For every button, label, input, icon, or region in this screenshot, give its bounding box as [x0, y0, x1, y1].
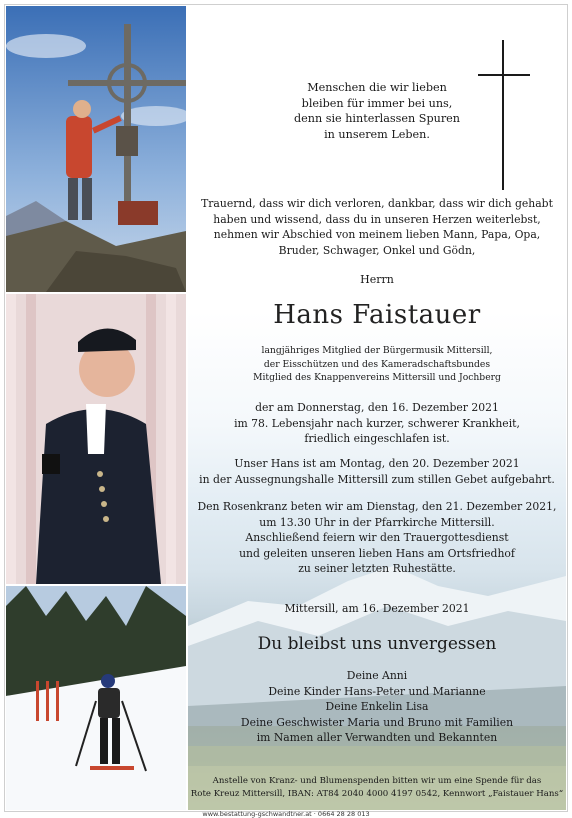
service-line: und geleiten unseren lieben Hans am Ortsfriedhof: [239, 546, 515, 560]
intro-line: nehmen wir Abschied von meinem lieben Mann, Papa, Opa,: [213, 228, 541, 241]
obituary-text-panel: [188, 6, 566, 810]
salutation: Herrn: [360, 273, 394, 286]
family-list: [188, 668, 566, 746]
poem-line: bleiben für immer bei uns,: [301, 96, 453, 110]
service-line: Anschließend feiern wir den Trauergottesdienst: [245, 531, 509, 544]
intro-line: haben und wissend, dass du in unseren Herzen weiterlebst,: [213, 212, 541, 226]
never-forgotten-heading: Du bleibst uns unvergessen: [257, 634, 497, 654]
family-line: Deine Kinder Hans-Peter und Marianne: [268, 684, 486, 698]
poem: [188, 80, 566, 142]
death-line: der am Donnerstag, den 16. Dezember 2021: [255, 401, 499, 414]
membership-line: langjähriges Mitglied der Bürgermusik Mittersill,: [261, 345, 493, 356]
donation-note: [188, 775, 566, 801]
portrait-photo: [6, 294, 186, 584]
death-notice: [188, 400, 566, 447]
footer-contact[interactable]: www.bestattung-gschwandtner.at · 0664 28 28 013: [202, 810, 370, 818]
poem-line: denn sie hinterlassen Spuren: [293, 112, 460, 125]
membership-line: der Eisschützen und des Kameradschaftsbundes: [263, 358, 491, 370]
viewing-line: in der Aussegnungshalle Mittersill zum stillen Gebet aufgebahrt.: [199, 472, 555, 486]
ski-photo: [6, 586, 186, 810]
place-date: Mittersill, am 16. Dezember 2021: [284, 602, 470, 615]
death-line: im 78. Lebensjahr nach kurzer, schwerer Krankheit,: [234, 416, 520, 430]
membership-line: Mitglied des Knappenvereins Mittersill und Jochberg: [253, 372, 501, 383]
deceased-name: Hans Faistauer: [273, 300, 481, 330]
donation-line: Rote Kreuz Mittersill, IBAN: AT84 2040 4000 4197 0542, Kennwort „Faistauer Hans“: [190, 789, 564, 799]
family-line: Deine Geschwister Maria und Bruno mit Familien: [240, 715, 514, 729]
death-line: friedlich eingeschlafen ist.: [304, 432, 450, 445]
poem-line: in unserem Leben.: [324, 127, 430, 141]
intro-line: Trauernd, dass wir dich verloren, dankbar, dass wir dich gehabt: [201, 197, 553, 210]
family-line: Deine Enkelin Lisa: [325, 700, 429, 713]
viewing-notice: [188, 456, 566, 487]
service-notice: [188, 499, 566, 577]
viewing-line: Unser Hans ist am Montag, den 20. Dezember 2021: [234, 457, 520, 470]
photo-column: [6, 6, 186, 810]
poem-line: Menschen die wir lieben: [307, 81, 447, 94]
service-line: Den Rosenkranz beten wir am Dienstag, den 21. Dezember 2021,: [197, 500, 557, 513]
service-line: um 13.30 Uhr in der Pfarrkirche Mittersill.: [259, 515, 495, 529]
donation-line: Anstelle von Kranz- und Blumenspenden bitten wir um eine Spende für das: [212, 776, 542, 786]
service-line: zu seiner letzten Ruhestätte.: [298, 562, 456, 575]
summit-cross-photo: [6, 6, 186, 292]
family-line: Deine Anni: [346, 669, 408, 682]
intro-text: [188, 196, 566, 258]
memberships: [188, 344, 566, 385]
intro-line: Bruder, Schwager, Onkel und Gödn,: [278, 243, 476, 257]
family-line: im Namen aller Verwandten und Bekannten: [256, 731, 498, 744]
